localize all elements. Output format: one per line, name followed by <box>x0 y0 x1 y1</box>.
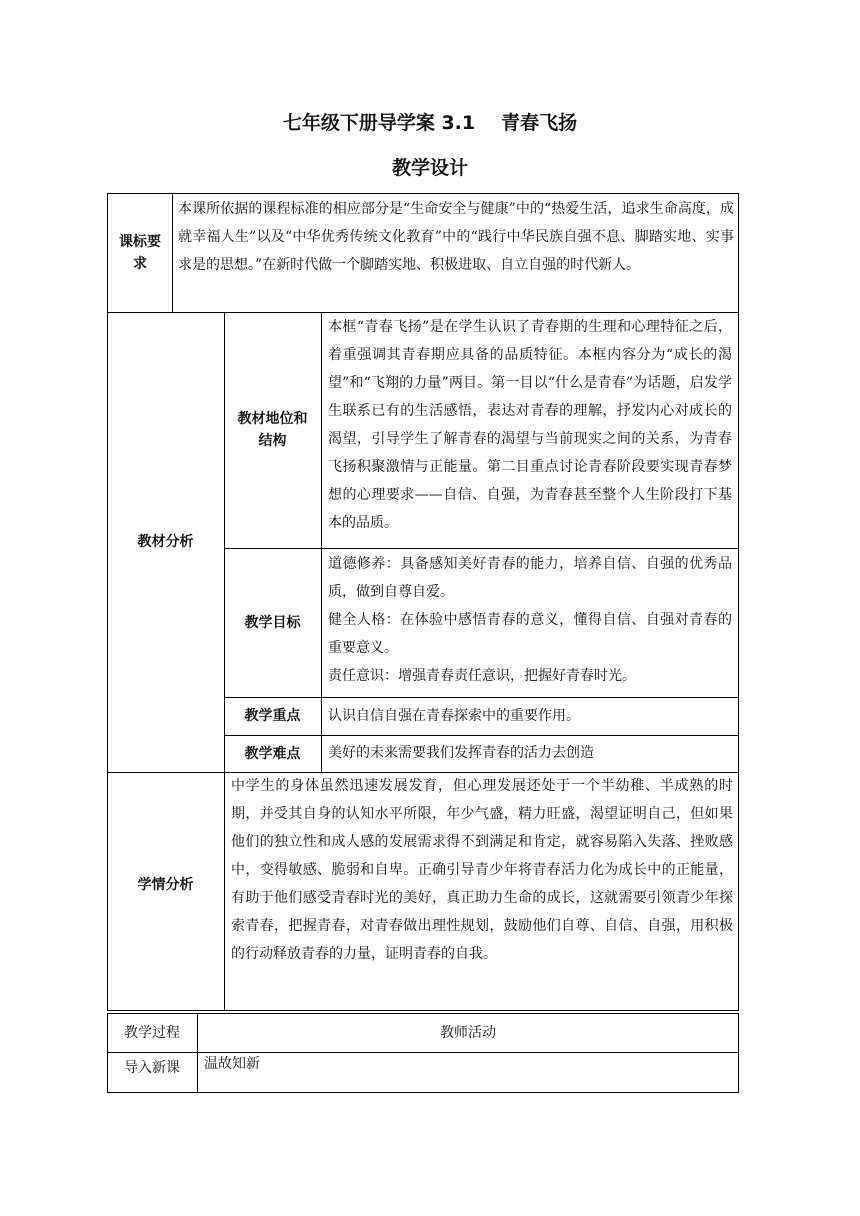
title-topic: 青春飞扬 <box>501 112 578 134</box>
students-text: 中学生的身体虽然迅速发展发育，但心理发展还处于一个半幼稚、半成熟的时期，并受其自身的认知水平所限，年少气盛，精力旺盛，渴望证明自己，但如果他们的独立性和成人感的发展需求得不到满足和肯定，就容易陷入失落、挫败感中，变得敏感、脆弱和自卑。正确引导青少年将青春活力化为成长中的正能量，有助于他们感受青春时光的美好，真正助力生命的成长，这就需要引领青少年探索青春，把握青春，对青春做出理性规划，鼓励他们自尊、自信、自强，用积极的行动释放青春的力量，证明青春的自我。 <box>231 778 733 962</box>
goal-moral: 道德修养：具备感知美好青春的能力，培养自信、自强的优秀品质，做到自尊自爱。 <box>328 556 732 600</box>
process-row1-left: 导入新课 <box>124 1060 180 1076</box>
position-text: 本框“青春飞扬”是在学生认识了青春期的生理和心理特征之后，着重强调其青春期应具备的品质特征。本框内容分为“成长的渴望”和“飞翔的力量”两目。第一目以“什么是青春”为话题，启发学生联系已有的生活感悟，表达对青春的理解，抒发内心对成长的渴望，引导学生了解青春的渴望与当前现实之间的关系，为青春飞扬积聚激情与正能量。第二目重点讨论青春阶段要实现青春梦想的心理要求——自信、自强，为青春甚至整个人生阶段打下基本的品质。 <box>328 319 732 531</box>
document-title <box>0 108 860 135</box>
goals-label: 教学目标 <box>244 614 301 631</box>
goal-personality: 健全人格：在体验中感悟青春的意义，懂得自信、自强对青春的重要意义。 <box>328 612 732 656</box>
curriculum-label: 课标要求 <box>119 233 161 272</box>
process-header-right: 教师活动 <box>440 1024 496 1041</box>
goals-list <box>328 550 732 690</box>
title-main: 七年级下册导学案 3.1 <box>282 112 476 134</box>
difficulty-label: 教学难点 <box>244 745 301 762</box>
keypoint-text: 认识自信自强在青春探索中的重要作用。 <box>328 708 580 724</box>
students-label: 学情分析 <box>137 876 194 893</box>
col-divider-curriculum <box>172 193 173 312</box>
process-row1-right: 温故知新 <box>204 1056 260 1072</box>
position-label: 教材地位和结构 <box>237 411 308 449</box>
col-divider-sublabels <box>321 312 322 772</box>
document-subtitle: 教学设计 <box>391 157 468 179</box>
material-label: 教材分析 <box>137 534 194 550</box>
goal-responsibility: 责任意识：增强青春责任意识，把握好青春时光。 <box>328 668 636 684</box>
process-header-left: 教学过程 <box>124 1024 180 1041</box>
curriculum-text: 本课所依据的课程标准的相应部分是“生命安全与健康”中的“热爱生活，追求生命高度，成就幸福人生”以及“中华优秀传统文化教育”中的“践行中华民族自强不息、脚踏实地、实事求是的思想。”在新时代做一个脚踏实地、积极进取、自立自强的时代新人。 <box>178 201 734 273</box>
keypoint-label: 教学重点 <box>244 708 301 724</box>
difficulty-text: 美好的未来需要我们发挥青春的活力去创造 <box>328 745 594 761</box>
